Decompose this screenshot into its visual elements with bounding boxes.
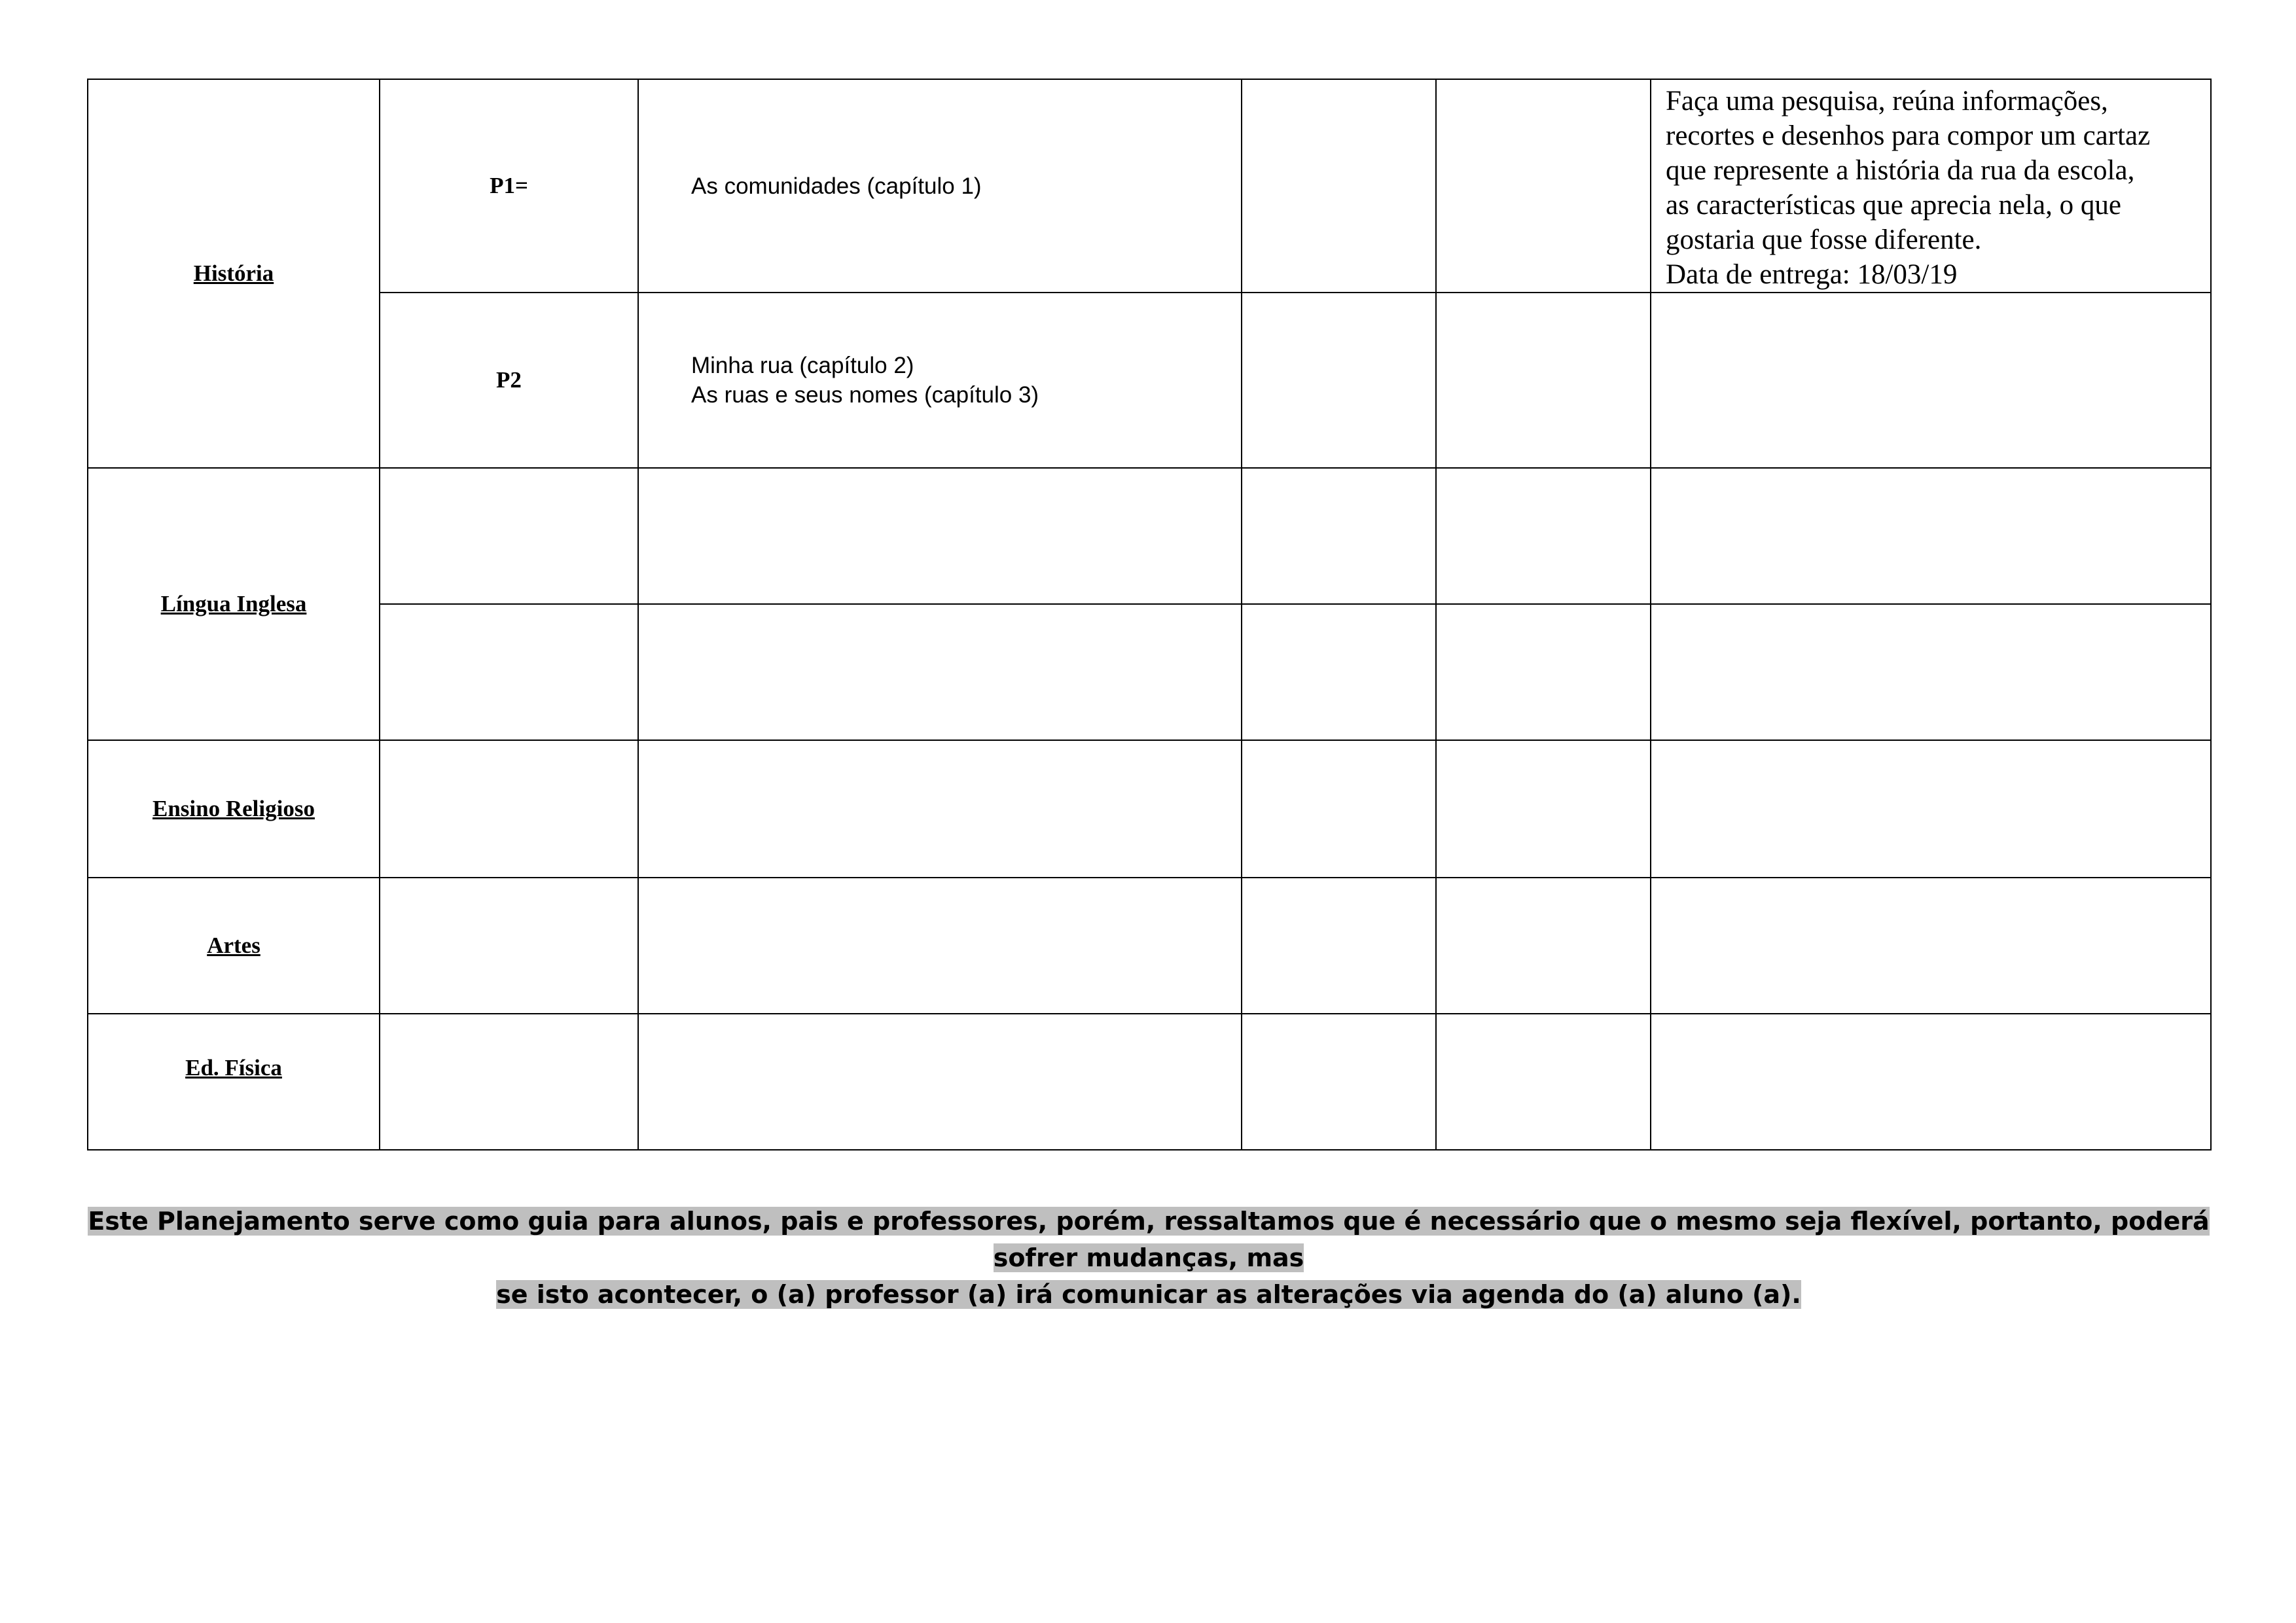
task-line: Data de entrega: 18/03/19: [1666, 259, 1958, 290]
task-cell: [1651, 79, 2211, 293]
table-row-lingua-inglesa-2: [88, 604, 2211, 740]
subject-label: Artes: [207, 933, 260, 958]
empty-cell: [1242, 1014, 1436, 1150]
empty-cell: [638, 1014, 1242, 1150]
subject-artes: [88, 878, 380, 1014]
content-cell: [638, 79, 1242, 293]
subject-label: Ensino Religioso: [152, 796, 315, 821]
table-row-artes: [88, 878, 2211, 1014]
empty-cell: [1436, 293, 1651, 468]
planning-disclaimer: [65, 1203, 2232, 1313]
empty-cell: [1651, 604, 2211, 740]
table-row-lingua-inglesa-1: [88, 468, 2211, 604]
table-row-historia-p2: [88, 293, 2211, 468]
period-label: P1=: [490, 173, 528, 198]
empty-cell: [1436, 878, 1651, 1014]
subject-label: História: [193, 260, 274, 286]
task-line: Faça uma pesquisa, reúna informações,: [1666, 86, 2108, 116]
empty-cell: [1242, 604, 1436, 740]
empty-cell: [1242, 468, 1436, 604]
empty-cell: [380, 1014, 638, 1150]
subject-ensino-religioso: [88, 740, 380, 878]
empty-cell: [380, 468, 638, 604]
empty-cell: [380, 604, 638, 740]
content-cell: [638, 293, 1242, 468]
period-cell: [380, 293, 638, 468]
empty-cell: [1242, 293, 1436, 468]
empty-cell: [1242, 740, 1436, 878]
empty-cell: [638, 604, 1242, 740]
empty-cell: [1436, 468, 1651, 604]
content-text: As comunidades (capítulo 1): [691, 173, 982, 199]
table-row-ensino-religioso: [88, 740, 2211, 878]
disclaimer-line-2: se isto acontecer, o (a) professor (a) irá comunicar as alterações via agenda do (a) aluno (a).: [496, 1280, 1801, 1309]
empty-cell: [1651, 293, 2211, 468]
subject-label: Ed. Física: [185, 1055, 282, 1080]
empty-cell: [638, 878, 1242, 1014]
disclaimer-line-1: Este Planejamento serve como guia para alunos, pais e professores, porém, ressaltamos que é necessário que o mesmo seja flexível, portanto, poderá sofrer mudanças, mas: [88, 1207, 2210, 1272]
subject-ed-fisica: [88, 1014, 380, 1150]
empty-cell: [1651, 1014, 2211, 1150]
task-line: gostaria que fosse diferente.: [1666, 224, 1982, 255]
empty-cell: [638, 740, 1242, 878]
task-line: que represente a história da rua da escola,: [1666, 155, 2135, 186]
content-text: Minha rua (capítulo 2): [691, 353, 914, 378]
empty-cell: [1651, 878, 2211, 1014]
empty-cell: [1242, 878, 1436, 1014]
subject-label: Língua Inglesa: [160, 591, 307, 616]
empty-cell: [1242, 79, 1436, 293]
task-line: as características que aprecia nela, o que: [1666, 190, 2121, 221]
period-label: P2: [496, 367, 522, 393]
table-row-ed-fisica: [88, 1014, 2211, 1150]
empty-cell: [1651, 740, 2211, 878]
empty-cell: [1651, 468, 2211, 604]
period-cell: [380, 79, 638, 293]
empty-cell: [1436, 740, 1651, 878]
empty-cell: [380, 878, 638, 1014]
planning-table: [87, 79, 2212, 1150]
empty-cell: [380, 740, 638, 878]
task-line: recortes e desenhos para compor um cartaz: [1666, 120, 2151, 151]
empty-cell: [1436, 604, 1651, 740]
subject-historia: [88, 79, 380, 468]
empty-cell: [638, 468, 1242, 604]
empty-cell: [1436, 1014, 1651, 1150]
content-text: As ruas e seus nomes (capítulo 3): [691, 382, 1039, 408]
table-row-historia-p1: [88, 79, 2211, 293]
empty-cell: [1436, 79, 1651, 293]
subject-lingua-inglesa: [88, 468, 380, 740]
